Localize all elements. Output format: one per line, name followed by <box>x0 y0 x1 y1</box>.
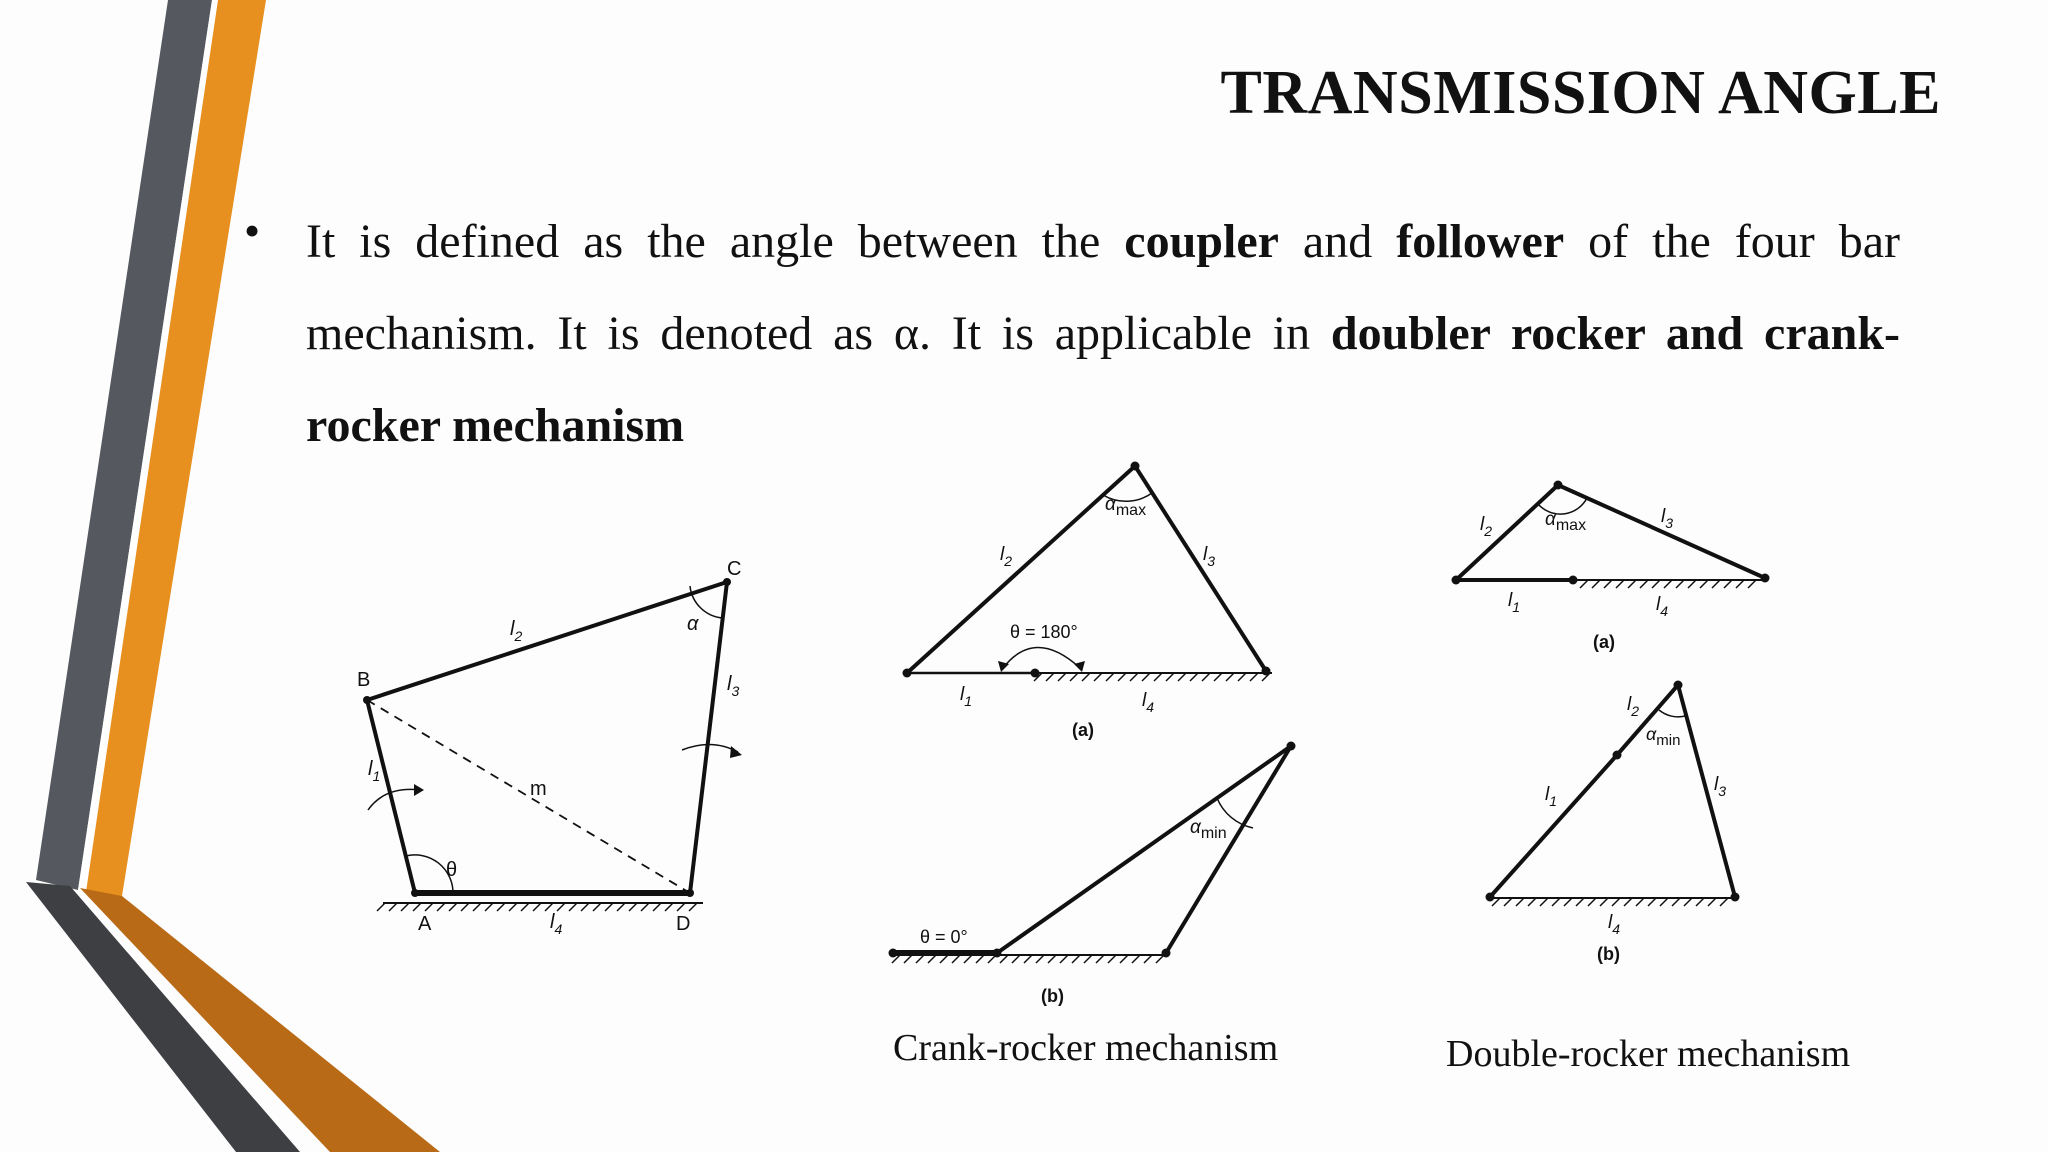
svg-text:l2: $l_2$ <box>1627 694 1640 719</box>
svg-text:l2: $l_2$ <box>1480 514 1493 539</box>
figure-label-a: (a) <box>1072 720 1094 740</box>
point-label-d: D <box>676 913 691 935</box>
svg-text:l4: $l_4$ <box>1142 690 1155 715</box>
four-bar-diagram <box>357 540 742 950</box>
crank-rocker-diagram-a <box>890 450 1290 740</box>
diagonal-m <box>367 700 690 893</box>
point-label-c: C <box>727 558 742 580</box>
caption-double-rocker: Double-rocker mechanism <box>1446 1033 1851 1075</box>
label-alpha: α <box>687 613 699 635</box>
svg-text:l4: $l_4$ <box>1656 594 1669 619</box>
svg-text:l1: $l_1$ <box>1508 590 1521 615</box>
svg-text:l4: $l_4$ <box>1608 912 1621 937</box>
alpha-max-label: $\alpha_{max}$ <box>1105 494 1147 519</box>
dr-figure-label-a: (a) <box>1593 632 1615 652</box>
svg-text:l3: $l_3$ <box>1661 506 1674 531</box>
double-rocker-diagram-a <box>1440 470 1780 660</box>
svg-text:l1: $l_1$ <box>960 684 973 709</box>
label-l1: $l_1$ <box>368 758 381 784</box>
svg-text:l2: $l_2$ <box>1000 544 1013 569</box>
label-m: m <box>530 778 547 800</box>
crank-rocker-diagram-b <box>880 730 1310 1010</box>
double-rocker-diagram-b <box>1470 670 1770 970</box>
dr-figure-label-b: (b) <box>1597 944 1620 964</box>
definition-text: It is defined as the angle between the coupler and follower of the four bar mechanism. It is denoted as α. It is applicable in doubler rocker and crank-rocker mechanism <box>306 215 1900 452</box>
bullet-marker: • <box>244 205 261 256</box>
theta-180-label: θ = 180° <box>1010 622 1078 642</box>
alpha-min-label: $\alpha_{min}$ <box>1190 817 1227 842</box>
theta-0-label: θ = 0° <box>920 927 968 947</box>
svg-text:l1: $l_1$ <box>1545 784 1558 809</box>
svg-text:l3: $l_3$ <box>1714 774 1727 799</box>
point-label-b: B <box>357 669 371 691</box>
label-l3: $l_3$ <box>727 673 740 699</box>
link-l1 <box>367 700 415 893</box>
svg-text:l3: $l_3$ <box>1203 544 1216 569</box>
dr-alpha-max-label: $\alpha_{max}$ <box>1545 509 1587 534</box>
label-l4: $l_4$ <box>550 911 563 937</box>
caption-crank-rocker: Crank-rocker mechanism <box>893 1027 1279 1069</box>
point-label-a: A <box>418 913 432 935</box>
label-l2: $l_2$ <box>510 618 523 644</box>
dr-alpha-min-label: $\alpha_{min}$ <box>1646 724 1681 749</box>
slide-title: TRANSMISSION ANGLE <box>1220 59 1941 127</box>
figure-label-b: (b) <box>1041 986 1064 1006</box>
link-l2 <box>367 582 727 700</box>
label-theta: θ <box>446 859 458 881</box>
